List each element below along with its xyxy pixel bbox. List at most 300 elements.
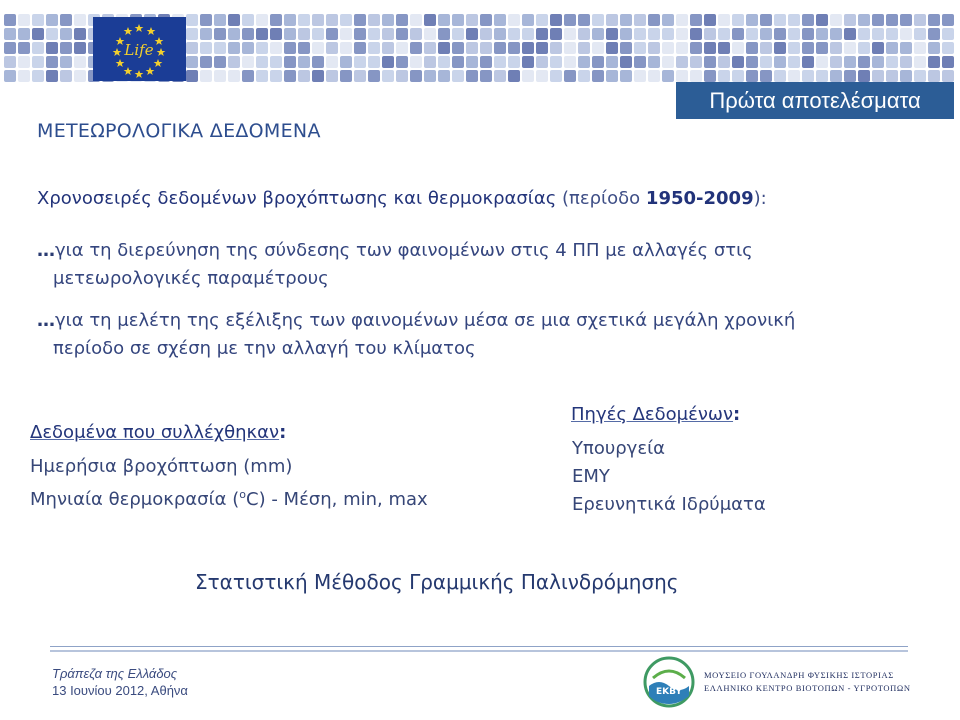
mosaic-tile xyxy=(704,28,716,40)
mosaic-tile xyxy=(284,14,296,26)
mosaic-tile xyxy=(326,14,338,26)
mosaic-tile xyxy=(480,14,492,26)
mosaic-tile xyxy=(942,56,954,68)
mosaic-tile xyxy=(326,28,338,40)
data-sources-list xyxy=(572,435,766,519)
mosaic-tile xyxy=(298,70,310,82)
source-item: Ερευνητικά Ιδρύματα xyxy=(572,494,766,515)
mosaic-tile xyxy=(214,14,226,26)
mosaic-tile xyxy=(522,42,534,54)
mosaic-tile xyxy=(270,56,282,68)
mosaic-tile xyxy=(186,14,198,26)
mosaic-tile xyxy=(242,70,254,82)
mosaic-tile xyxy=(242,42,254,54)
mosaic-tile xyxy=(816,42,828,54)
mosaic-tile xyxy=(690,28,702,40)
mosaic-tile xyxy=(704,42,716,54)
mosaic-tile xyxy=(648,42,660,54)
mosaic-tile xyxy=(270,70,282,82)
mosaic-tile xyxy=(690,70,702,82)
mosaic-tile xyxy=(186,70,198,82)
mosaic-tile xyxy=(564,28,576,40)
mosaic-tile xyxy=(452,42,464,54)
mosaic-tile xyxy=(424,42,436,54)
mosaic-tile xyxy=(550,56,562,68)
mosaic-tile xyxy=(368,28,380,40)
mosaic-tile xyxy=(690,56,702,68)
mosaic-tile xyxy=(494,42,506,54)
mosaic-tile xyxy=(4,56,16,68)
mosaic-tile xyxy=(844,14,856,26)
mosaic-tile xyxy=(606,42,618,54)
mosaic-tile xyxy=(46,42,58,54)
mosaic-tile xyxy=(186,56,198,68)
mosaic-tile xyxy=(480,42,492,54)
mosaic-tile xyxy=(410,28,422,40)
mosaic-tile xyxy=(732,42,744,54)
mosaic-tile xyxy=(284,70,296,82)
mosaic-tile xyxy=(592,28,604,40)
purpose-item xyxy=(37,237,753,293)
mosaic-tile xyxy=(284,42,296,54)
mosaic-tile xyxy=(312,56,324,68)
statistical-method: Στατιστική Μέθοδος Γραμμικής Παλινδρόμησης xyxy=(195,570,679,594)
mosaic-tile xyxy=(648,28,660,40)
mosaic-tile xyxy=(914,42,926,54)
mosaic-tile xyxy=(606,70,618,82)
collected-item-rainfall: Ημερήσια βροχόπτωση (mm) xyxy=(30,456,293,477)
mosaic-tile xyxy=(228,70,240,82)
ellipsis-bullet: … xyxy=(37,240,55,261)
mosaic-tile xyxy=(382,70,394,82)
mosaic-tile xyxy=(438,70,450,82)
mosaic-tile xyxy=(298,42,310,54)
mosaic-tile xyxy=(494,14,506,26)
mosaic-tile xyxy=(326,56,338,68)
mosaic-tile xyxy=(214,70,226,82)
collected-data-heading xyxy=(30,422,286,443)
mosaic-tile xyxy=(508,70,520,82)
mosaic-tile xyxy=(256,70,268,82)
data-sources-heading xyxy=(571,404,740,425)
biotope-center-name: ΕΛΛΗΝΙΚΟ ΚΕΝΤΡΟ ΒΙΟΤΟΠΩΝ - ΥΓΡΟΤΟΠΩΝ xyxy=(704,683,911,693)
mosaic-tile xyxy=(18,70,30,82)
mosaic-tile xyxy=(522,56,534,68)
mosaic-tile xyxy=(438,28,450,40)
mosaic-tile xyxy=(4,70,16,82)
mosaic-tile xyxy=(270,14,282,26)
mosaic-tile xyxy=(74,42,86,54)
mosaic-tile xyxy=(46,14,58,26)
mosaic-tile xyxy=(466,42,478,54)
mosaic-tile xyxy=(718,56,730,68)
mosaic-tile xyxy=(662,42,674,54)
mosaic-tile xyxy=(760,14,772,26)
mosaic-tile xyxy=(872,70,884,82)
mosaic-tile xyxy=(774,14,786,26)
mosaic-tile xyxy=(228,28,240,40)
ekby-logo-icon xyxy=(643,656,695,708)
mosaic-tile xyxy=(718,28,730,40)
collected-item-temperature xyxy=(30,481,428,514)
mosaic-tile xyxy=(900,14,912,26)
source-item: ΕΜΥ xyxy=(572,466,610,487)
mosaic-tile xyxy=(536,14,548,26)
mosaic-tile xyxy=(788,42,800,54)
mosaic-tile xyxy=(858,42,870,54)
mosaic-tile xyxy=(872,56,884,68)
mosaic-tile xyxy=(942,14,954,26)
mosaic-tile xyxy=(438,42,450,54)
mosaic-tile xyxy=(256,56,268,68)
mosaic-tile xyxy=(746,70,758,82)
mosaic-tile xyxy=(452,14,464,26)
mosaic-tile xyxy=(312,14,324,26)
mosaic-tile xyxy=(522,14,534,26)
mosaic-tile xyxy=(186,42,198,54)
mosaic-tile xyxy=(200,70,212,82)
period-prefix: (περίοδο xyxy=(562,188,641,209)
mosaic-tile xyxy=(578,28,590,40)
mosaic-tile xyxy=(746,42,758,54)
data-sources-heading-text: Πηγές Δεδομένων xyxy=(571,404,734,425)
mosaic-tile xyxy=(214,42,226,54)
mosaic-tile xyxy=(578,56,590,68)
mosaic-tile xyxy=(578,14,590,26)
mosaic-tile xyxy=(634,14,646,26)
mosaic-tile xyxy=(760,70,772,82)
mosaic-tile xyxy=(634,28,646,40)
mosaic-tile xyxy=(788,14,800,26)
mosaic-tile xyxy=(480,56,492,68)
source-item: Υπουργεία xyxy=(572,438,666,459)
mosaic-tile xyxy=(32,14,44,26)
mosaic-tile xyxy=(4,14,16,26)
mosaic-tile xyxy=(732,70,744,82)
svg-text:Life: Life xyxy=(124,41,154,59)
mosaic-tile xyxy=(816,28,828,40)
degree-superscript: o xyxy=(239,488,247,501)
mosaic-tile xyxy=(298,28,310,40)
mosaic-tile xyxy=(74,56,86,68)
mosaic-tile xyxy=(830,42,842,54)
mosaic-tile xyxy=(564,56,576,68)
mosaic-tile xyxy=(844,42,856,54)
collected-data-list xyxy=(30,453,428,514)
mosaic-tile xyxy=(368,42,380,54)
purpose-line: για τη μελέτη της εξέλιξης των φαινομένων μέσα σε μια σχετικά μεγάλη χρονική xyxy=(55,310,796,331)
mosaic-tile xyxy=(634,70,646,82)
mosaic-tile xyxy=(354,14,366,26)
mosaic-tile xyxy=(18,56,30,68)
mosaic-tile xyxy=(900,28,912,40)
mosaic-tile xyxy=(690,14,702,26)
mosaic-tile xyxy=(214,56,226,68)
timeseries-line xyxy=(37,188,767,209)
mosaic-tile xyxy=(60,28,72,40)
mosaic-tile xyxy=(354,70,366,82)
mosaic-tile xyxy=(718,70,730,82)
mosaic-tile xyxy=(550,42,562,54)
mosaic-tile xyxy=(74,70,86,82)
mosaic-tile xyxy=(760,28,772,40)
mosaic-tile xyxy=(578,42,590,54)
mosaic-tile xyxy=(844,56,856,68)
museum-name: ΜΟΥΣΕΙΟ ΓΟΥΛΑΝΔΡΗ ΦΥΣΙΚΗΣ ΙΣΤΟΡΙΑΣ xyxy=(704,670,894,680)
mosaic-tile xyxy=(676,42,688,54)
mosaic-tile xyxy=(858,70,870,82)
mosaic-tile xyxy=(830,56,842,68)
mosaic-tile xyxy=(494,70,506,82)
mosaic-tile xyxy=(662,70,674,82)
mosaic-tile xyxy=(466,70,478,82)
mosaic-tile xyxy=(284,56,296,68)
mosaic-tile xyxy=(914,28,926,40)
mosaic-tile xyxy=(746,56,758,68)
mosaic-tile xyxy=(410,70,422,82)
mosaic-tile xyxy=(32,42,44,54)
mosaic-tile xyxy=(382,14,394,26)
mosaic-tile xyxy=(228,42,240,54)
mosaic-tile xyxy=(354,42,366,54)
mosaic-tile xyxy=(466,56,478,68)
mosaic-tile xyxy=(228,56,240,68)
mosaic-tile xyxy=(802,70,814,82)
mosaic-tile xyxy=(284,28,296,40)
mosaic-tile xyxy=(550,14,562,26)
mosaic-tile xyxy=(410,42,422,54)
mosaic-tile xyxy=(802,28,814,40)
mosaic-tile xyxy=(578,70,590,82)
footer-divider xyxy=(50,646,908,647)
mosaic-tile xyxy=(536,42,548,54)
mosaic-tile xyxy=(662,28,674,40)
mosaic-tile xyxy=(46,56,58,68)
mosaic-tile xyxy=(634,42,646,54)
mosaic-tile xyxy=(676,70,688,82)
mosaic-tile xyxy=(746,28,758,40)
mosaic-tile xyxy=(340,56,352,68)
mosaic-tile xyxy=(662,56,674,68)
mosaic-tile xyxy=(382,28,394,40)
mosaic-tile xyxy=(382,42,394,54)
purpose-item xyxy=(37,307,795,363)
mosaic-tile xyxy=(60,70,72,82)
mosaic-tile xyxy=(914,14,926,26)
mosaic-tile xyxy=(844,70,856,82)
mosaic-tile xyxy=(452,56,464,68)
svg-text:EKBY: EKBY xyxy=(655,687,683,697)
mosaic-tile xyxy=(718,42,730,54)
mosaic-tile xyxy=(270,42,282,54)
mosaic-tile xyxy=(564,70,576,82)
mosaic-tile xyxy=(326,42,338,54)
mosaic-tile xyxy=(74,28,86,40)
eu-life-logo xyxy=(93,17,186,81)
mosaic-tile xyxy=(914,70,926,82)
mosaic-tile xyxy=(760,42,772,54)
mosaic-tile xyxy=(18,14,30,26)
mosaic-tile xyxy=(760,56,772,68)
section-banner: Πρώτα αποτελέσματα xyxy=(676,82,954,119)
mosaic-tile xyxy=(620,42,632,54)
mosaic-tile xyxy=(648,14,660,26)
mosaic-tile xyxy=(298,14,310,26)
mosaic-tile xyxy=(844,28,856,40)
mosaic-tile xyxy=(928,14,940,26)
mosaic-tile xyxy=(676,14,688,26)
period-suffix: ): xyxy=(753,188,767,209)
mosaic-tile xyxy=(774,56,786,68)
mosaic-tile xyxy=(886,56,898,68)
mosaic-tile xyxy=(900,56,912,68)
mosaic-tile xyxy=(508,14,520,26)
mosaic-tile xyxy=(732,28,744,40)
mosaic-tile xyxy=(186,28,198,40)
mosaic-tile xyxy=(424,70,436,82)
mosaic-tile xyxy=(620,14,632,26)
heading-colon: : xyxy=(279,422,287,443)
mosaic-tile xyxy=(536,56,548,68)
mosaic-tile xyxy=(452,28,464,40)
mosaic-tile xyxy=(396,42,408,54)
mosaic-tile xyxy=(74,14,86,26)
mosaic-tile xyxy=(620,70,632,82)
mosaic-tile xyxy=(340,42,352,54)
mosaic-tile xyxy=(606,28,618,40)
mosaic-tile xyxy=(200,42,212,54)
mosaic-tile xyxy=(382,56,394,68)
mosaic-tile xyxy=(830,70,842,82)
timeseries-label: Χρονοσειρές δεδομένων βροχόπτωσης και θερμοκρασίας xyxy=(37,188,557,209)
mosaic-tile xyxy=(648,70,660,82)
mosaic-tile xyxy=(592,14,604,26)
mosaic-tile xyxy=(60,56,72,68)
mosaic-tile xyxy=(942,28,954,40)
mosaic-tile xyxy=(788,28,800,40)
mosaic-tile xyxy=(550,70,562,82)
mosaic-tile xyxy=(928,28,940,40)
mosaic-tile xyxy=(480,28,492,40)
mosaic-tile xyxy=(410,56,422,68)
mosaic-tile xyxy=(4,28,16,40)
mosaic-tile xyxy=(732,14,744,26)
mosaic-tile xyxy=(858,14,870,26)
mosaic-tile xyxy=(270,28,282,40)
mosaic-tile xyxy=(228,14,240,26)
mosaic-tile xyxy=(774,42,786,54)
mosaic-tile xyxy=(242,56,254,68)
mosaic-tile xyxy=(900,70,912,82)
mosaic-tile xyxy=(326,70,338,82)
footer-date: 13 Ιουνίου 2012, Αθήνα xyxy=(52,683,188,698)
mosaic-tile xyxy=(830,28,842,40)
mosaic-tile xyxy=(620,56,632,68)
mosaic-tile xyxy=(774,70,786,82)
purpose-line-continued: μετεωρολογικές παραμέτρους xyxy=(53,268,329,289)
mosaic-tile xyxy=(312,28,324,40)
mosaic-tile xyxy=(256,14,268,26)
mosaic-tile xyxy=(312,42,324,54)
mosaic-tile xyxy=(662,14,674,26)
mosaic-tile xyxy=(18,42,30,54)
mosaic-tile xyxy=(816,14,828,26)
mosaic-tile xyxy=(872,42,884,54)
mosaic-tile xyxy=(410,14,422,26)
mosaic-tile xyxy=(200,28,212,40)
mosaic-tile xyxy=(60,42,72,54)
mosaic-tile xyxy=(858,56,870,68)
mosaic-tile xyxy=(424,28,436,40)
mosaic-tile xyxy=(438,56,450,68)
period-value: 1950-2009 xyxy=(645,188,754,209)
mosaic-tile xyxy=(676,56,688,68)
mosaic-tile xyxy=(480,70,492,82)
mosaic-tile xyxy=(886,70,898,82)
mosaic-tile xyxy=(340,14,352,26)
temperature-stats: C) - Μέση, min, max xyxy=(246,489,428,510)
mosaic-tile xyxy=(732,56,744,68)
mosaic-tile xyxy=(858,28,870,40)
mosaic-tile xyxy=(200,14,212,26)
mosaic-tile xyxy=(508,42,520,54)
mosaic-tile xyxy=(564,42,576,54)
mosaic-tile xyxy=(886,42,898,54)
mosaic-tile xyxy=(606,56,618,68)
mosaic-tile xyxy=(242,14,254,26)
mosaic-tile xyxy=(396,28,408,40)
mosaic-tile xyxy=(424,14,436,26)
mosaic-tile xyxy=(368,70,380,82)
mosaic-tile xyxy=(522,28,534,40)
footer-organization: Τράπεζα της Ελλάδος xyxy=(52,666,178,681)
mosaic-tile xyxy=(872,14,884,26)
mosaic-tile xyxy=(424,56,436,68)
mosaic-tile xyxy=(802,56,814,68)
mosaic-tile xyxy=(368,56,380,68)
mosaic-tile xyxy=(704,56,716,68)
mosaic-tile xyxy=(256,42,268,54)
mosaic-tile xyxy=(60,14,72,26)
mosaic-tile xyxy=(886,28,898,40)
mosaic-tile xyxy=(564,14,576,26)
slide-heading: ΜΕΤΕΩΡΟΛΟΓΙΚΑ ΔΕΔΟΜΕΝΑ xyxy=(37,120,321,142)
mosaic-tile xyxy=(802,14,814,26)
mosaic-tile xyxy=(340,28,352,40)
mosaic-tile xyxy=(830,14,842,26)
mosaic-tile xyxy=(32,70,44,82)
mosaic-tile xyxy=(32,28,44,40)
mosaic-tile xyxy=(788,70,800,82)
mosaic-tile xyxy=(816,56,828,68)
collected-data-heading-text: Δεδομένα που συλλέχθηκαν xyxy=(30,422,280,443)
mosaic-tile xyxy=(312,70,324,82)
mosaic-tile xyxy=(914,56,926,68)
mosaic-tile xyxy=(298,56,310,68)
mosaic-tile xyxy=(942,70,954,82)
mosaic-tile xyxy=(592,42,604,54)
mosaic-tile xyxy=(396,56,408,68)
mosaic-tile xyxy=(536,28,548,40)
mosaic-tile xyxy=(508,28,520,40)
mosaic-tile xyxy=(340,70,352,82)
mosaic-tile xyxy=(32,56,44,68)
mosaic-tile xyxy=(592,70,604,82)
mosaic-tile xyxy=(354,56,366,68)
mosaic-tile xyxy=(872,28,884,40)
mosaic-tile xyxy=(788,56,800,68)
mosaic-tile xyxy=(942,42,954,54)
